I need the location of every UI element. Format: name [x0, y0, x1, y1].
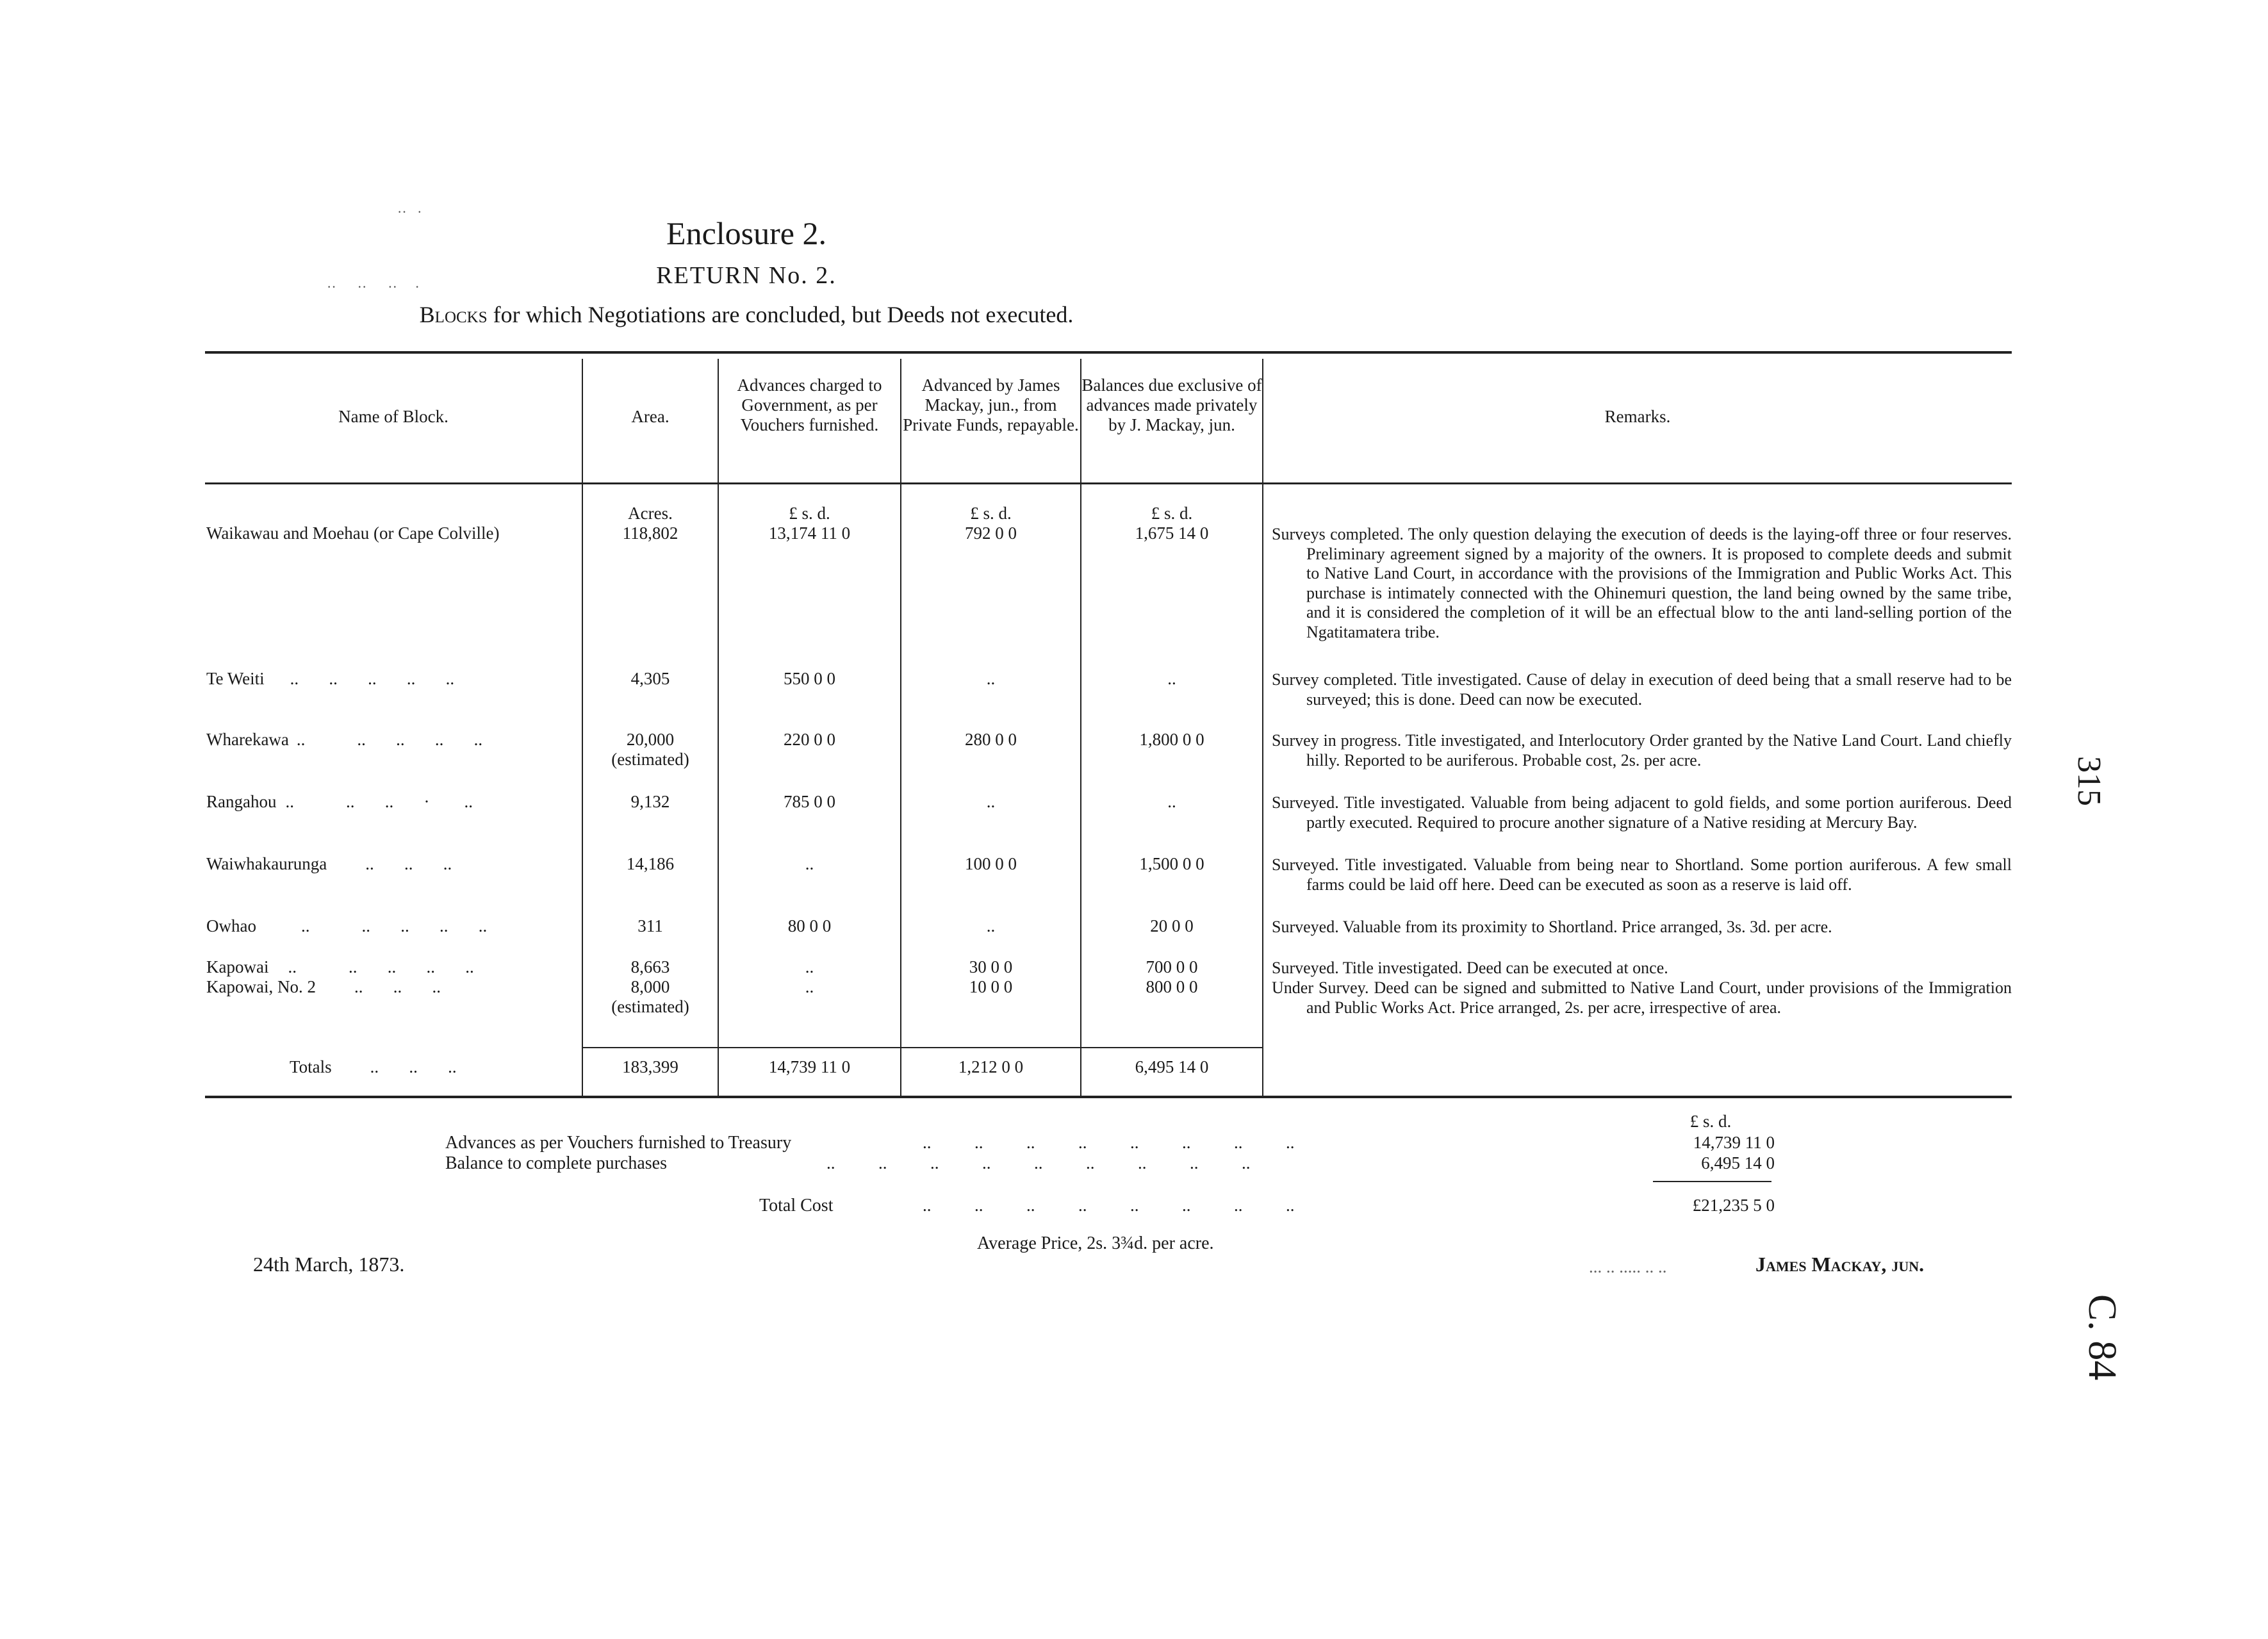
- block-area: 4,305: [630, 669, 670, 688]
- block-name: Rangahou .. .. .. · ..: [206, 792, 473, 811]
- block-advanced: ..: [986, 792, 996, 811]
- caption-prefix: Blocks: [419, 302, 488, 327]
- col-header-advanced-by: Advanced by James Mackay, jun., from Private Funds, repayable.: [903, 375, 1079, 434]
- totals-label: Totals .. .. ..: [290, 1057, 457, 1076]
- block-charged: 785 0 0: [784, 792, 835, 811]
- col-header-remarks: Remarks.: [1604, 407, 1671, 426]
- page-number: 315: [2071, 756, 2107, 806]
- block-charged: ..: [805, 957, 814, 976]
- unit-money: £ s. d.: [1151, 504, 1193, 523]
- block-charged: 13,174 11 0: [768, 523, 851, 543]
- signature: James Mackay, jun.: [1755, 1253, 1925, 1276]
- block-area-note: (estimated): [611, 997, 689, 1016]
- block-area: 311: [637, 916, 663, 935]
- table-bottom-rule: [205, 1096, 2012, 1098]
- unit-money: £ s. d.: [789, 504, 830, 523]
- block-balance: 1,800 0 0: [1139, 730, 1204, 749]
- block-remarks: Surveyed. Valuable from its proximity to Shortland. Price arranged, 3s. 3d. per acre.: [1272, 918, 1832, 936]
- totals-area: 183,399: [622, 1057, 678, 1076]
- block-area: 8,663: [630, 957, 670, 976]
- block-name: Owhao .. .. .. .. ..: [206, 916, 488, 935]
- block-remarks: Surveys completed. The only question delaying the execution of deeds is the laying-off three or four reserves. Preliminary agreement signed by a majority of the owners. It is proposed to complete deeds and submit to Native Land Court, in accordance with the provisions of the Immigration and Public Works Act. This purchase is intimately connected with the Ohinemuri question, the land being owned by the same tribe, and it is considered the completion of it will be an effectual blow to the anti land-selling portion of the Ngatitamatera tribe.: [1272, 525, 2012, 641]
- block-charged: 80 0 0: [787, 916, 832, 935]
- scan-dots: ·· ·: [397, 204, 422, 220]
- summary-line-value: 6,495 14 0: [1701, 1153, 1775, 1173]
- col-header-name: Name of Block.: [338, 407, 448, 426]
- block-charged: 550 0 0: [784, 669, 835, 688]
- block-charged: ..: [805, 854, 814, 873]
- block-balance: 800 0 0: [1146, 977, 1198, 996]
- block-balance: 20 0 0: [1150, 916, 1194, 935]
- block-remarks: Under Survey. Deed can be signed and submitted to Native Land Court, under provisions of the Immigration and Public Works Act. Price arranged, 2s. per acre, irrespective of area.: [1272, 978, 2012, 1017]
- block-area: 9,132: [630, 792, 670, 811]
- totals-advanced: 1,212 0 0: [958, 1057, 1024, 1076]
- header-rule: [205, 482, 2012, 484]
- total-cost-label: Total Cost: [759, 1196, 834, 1215]
- leader-dots: .. .. .. .. .. .. .. .. ..: [826, 1153, 1251, 1173]
- block-advanced: ..: [986, 916, 996, 935]
- block-advanced: 280 0 0: [965, 730, 1017, 749]
- leader-dots: .. .. .. .. .. .. .. ..: [923, 1196, 1295, 1215]
- block-name: Waikawau and Moehau (or Cape Colville): [206, 523, 500, 543]
- block-charged: ..: [805, 977, 814, 996]
- block-area: 8,000: [630, 977, 670, 996]
- block-balance: ..: [1167, 792, 1176, 811]
- document-reference: C. 84: [2080, 1294, 2124, 1381]
- col-divider: [1262, 359, 1263, 1096]
- block-name: Kapowai, No. 2 .. .. ..: [206, 977, 441, 996]
- block-balance: ..: [1167, 669, 1176, 688]
- block-advanced: 100 0 0: [965, 854, 1017, 873]
- block-area-note: (estimated): [611, 750, 689, 769]
- totals-rule: [583, 1047, 1262, 1048]
- block-name: Waiwhakaurunga .. .. ..: [206, 854, 452, 873]
- total-cost-value: £21,235 5 0: [1692, 1196, 1775, 1215]
- caption-rest: for which Negotiations are concluded, but Deeds not executed.: [487, 302, 1074, 327]
- block-area: 14,186: [626, 854, 675, 873]
- unit-area: Acres.: [628, 504, 673, 523]
- unit-money: £ s. d.: [970, 504, 1012, 523]
- table-caption: [0, 301, 1493, 328]
- block-area: 118,802: [622, 523, 678, 543]
- enclosure-title: Enclosure 2.: [666, 215, 826, 251]
- return-subtitle: RETURN No. 2.: [656, 262, 837, 289]
- block-balance: 1,675 14 0: [1135, 523, 1209, 543]
- block-remarks: Survey completed. Title investigated. Cause of delay in execution of deed being that a small reserve had to be surveyed; this is done. Deed can now be executed.: [1272, 670, 2012, 709]
- summary-line-label: Balance to complete purchases: [445, 1153, 667, 1173]
- date: 24th March, 1873.: [253, 1253, 405, 1276]
- block-advanced: 10 0 0: [969, 977, 1013, 996]
- block-balance: 1,500 0 0: [1139, 854, 1204, 873]
- col-header-advances-charged: Advances charged to Government, as per Vouchers furnished.: [737, 375, 882, 434]
- leader-dots: .. .. .. .. .. .. .. ..: [923, 1133, 1295, 1152]
- summary-line-value: 14,739 11 0: [1693, 1133, 1775, 1152]
- scan-dots: ·· ·· ·· ·: [327, 279, 420, 295]
- block-area: 20,000: [626, 730, 675, 749]
- average-price: Average Price, 2s. 3¾d. per acre.: [977, 1233, 1214, 1253]
- table-top-rule: [205, 351, 2012, 354]
- col-header-balances-due: Balances due exclusive of advances made privately by J. Mackay, jun.: [1081, 375, 1262, 434]
- block-advanced: 30 0 0: [969, 957, 1013, 976]
- block-advanced: ..: [986, 669, 996, 688]
- sum-rule: [1653, 1181, 1771, 1182]
- totals-balance: 6,495 14 0: [1135, 1057, 1209, 1076]
- block-remarks: Surveyed. Title investigated. Deed can be executed at once.: [1272, 959, 1668, 977]
- block-name: Wharekawa .. .. .. .. ..: [206, 730, 483, 749]
- block-balance: 700 0 0: [1146, 957, 1198, 976]
- block-remarks: Surveyed. Title investigated. Valuable from being adjacent to gold fields, and some portion auriferous. Deed partly executed. Required to procure another signature of a Native residing at Mercury Bay.: [1272, 793, 2012, 832]
- block-remarks: Survey in progress. Title investigated, and Interlocutory Order granted by the Native Land Court. Land chiefly hilly. Reported to be auriferous. Probable cost, 2s. per acre.: [1272, 731, 2012, 770]
- signature-leader: ... .. ..... .. ..: [1589, 1257, 1667, 1276]
- totals-charged: 14,739 11 0: [768, 1057, 851, 1076]
- block-name: Kapowai .. .. .. .. ..: [206, 957, 474, 976]
- block-name: Te Weiti .. .. .. .. ..: [206, 669, 455, 688]
- block-advanced: 792 0 0: [965, 523, 1017, 543]
- summary-units: £ s. d.: [1689, 1112, 1732, 1131]
- col-header-area: Area.: [631, 407, 670, 426]
- summary-line-label: Advances as per Vouchers furnished to Treasury: [445, 1133, 792, 1153]
- block-remarks: Surveyed. Title investigated. Valuable from being near to Shortland. Some portion auriferous. A few small farms could be laid off here. Deed can be executed as soon as a reserve is laid off.: [1272, 855, 2012, 894]
- block-charged: 220 0 0: [784, 730, 835, 749]
